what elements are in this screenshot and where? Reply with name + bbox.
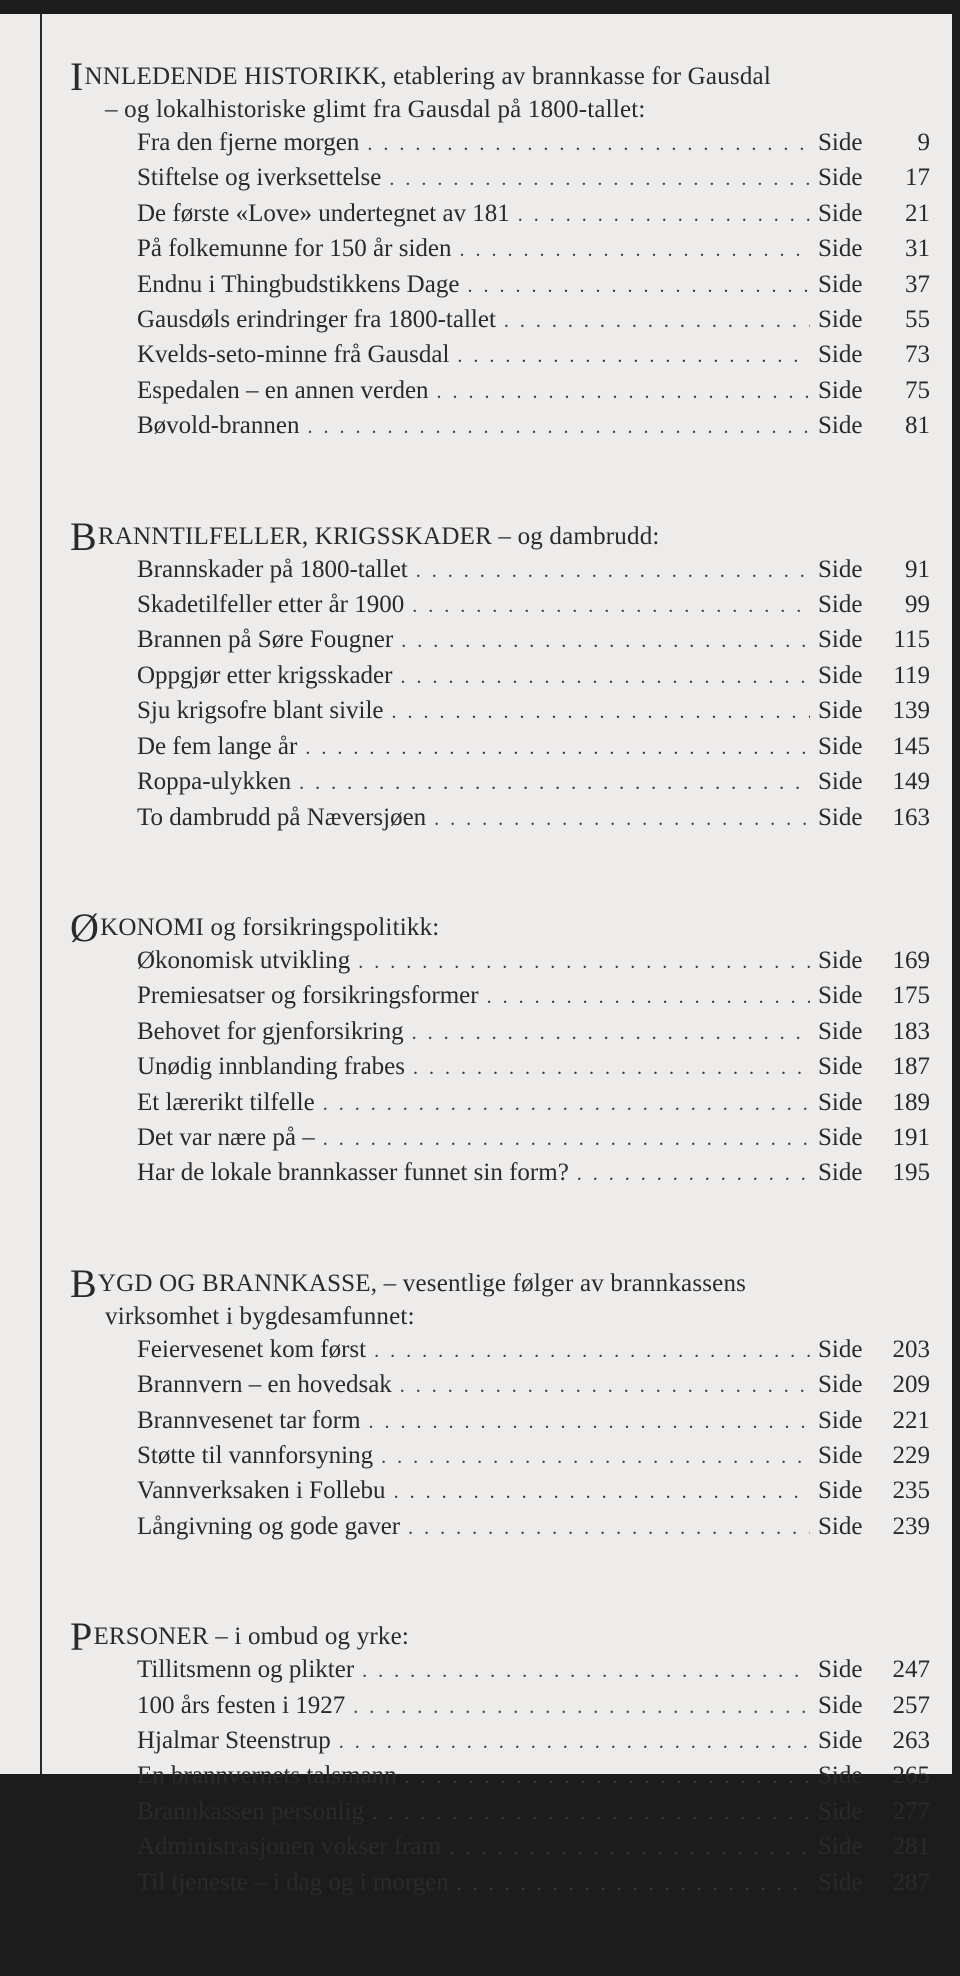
entry-title: Har de lokale brannkasser funnet sin form? — [137, 1159, 569, 1187]
document-page — [0, 14, 952, 1896]
dot-leader — [416, 555, 810, 588]
entry-title: Oppgjør etter krigsskader — [137, 661, 393, 689]
dot-leader — [323, 1123, 810, 1156]
page-number: 203 — [892, 1335, 930, 1363]
side-label: Side — [818, 697, 863, 725]
dot-leader — [367, 128, 810, 161]
page-number: 257 — [892, 1691, 930, 1719]
toc-entry — [137, 268, 930, 303]
side-label: Side — [818, 270, 863, 298]
side-label: Side — [818, 1441, 863, 1469]
entry-title: Brannvesenet tar form — [137, 1406, 361, 1434]
toc-entry — [137, 1830, 930, 1865]
dot-leader — [518, 199, 810, 232]
margin-rule — [40, 14, 42, 1774]
side-label: Side — [818, 661, 863, 689]
side-label: Side — [818, 306, 863, 334]
toc-entry — [137, 1689, 930, 1724]
toc-entry — [137, 1086, 930, 1121]
toc-entry — [137, 374, 930, 409]
dot-leader — [374, 1335, 810, 1368]
page-number: 17 — [905, 164, 930, 192]
entry-title: Roppa-ulykken — [137, 768, 292, 796]
side-label: Side — [818, 1762, 863, 1790]
toc-section — [70, 513, 930, 836]
page-number: 9 — [917, 129, 930, 156]
side-label: Side — [818, 129, 863, 156]
side-label: Side — [818, 1797, 863, 1825]
side-label: Side — [818, 164, 863, 192]
toc-entry — [137, 801, 930, 836]
toc-entry — [137, 232, 930, 267]
page-number: 221 — [892, 1406, 930, 1434]
toc-entry — [137, 694, 930, 729]
drop-initial: B — [70, 1260, 97, 1306]
entry-title: De fem lange år — [137, 732, 298, 760]
entry-list — [70, 1653, 930, 1901]
entry-title: Skadetilfeller etter år 1900 — [137, 591, 405, 619]
toc-entry — [137, 1759, 930, 1794]
toc-entry — [137, 588, 930, 623]
page-number: 239 — [892, 1512, 930, 1540]
entry-title: På folkemunne for 150 år siden — [137, 235, 452, 263]
entry-title: Hjalmar Steenstrup — [137, 1727, 331, 1754]
side-label: Side — [818, 555, 863, 583]
dot-leader — [504, 305, 810, 338]
dot-leader — [577, 1158, 810, 1191]
side-label: Side — [818, 412, 863, 440]
drop-initial: P — [70, 1614, 93, 1660]
toc-entry — [137, 126, 930, 161]
dot-leader — [449, 1832, 810, 1865]
entry-title: Brannen på Søre Fougner — [137, 626, 394, 654]
toc-entry — [137, 1368, 930, 1403]
entry-list — [70, 553, 930, 836]
page-number: 55 — [905, 306, 930, 334]
toc-entry — [137, 197, 930, 232]
page-number: 73 — [905, 341, 930, 369]
entry-title: Brannvern – en hovedsak — [137, 1371, 392, 1399]
side-label: Side — [818, 1833, 863, 1861]
side-label: Side — [818, 1406, 863, 1434]
page-number: 277 — [892, 1797, 930, 1825]
side-label: Side — [818, 341, 863, 369]
dot-leader — [353, 1691, 810, 1724]
page-number: 91 — [905, 555, 930, 583]
dot-leader — [362, 1655, 810, 1688]
dot-leader — [381, 1441, 810, 1474]
toc-entry — [137, 1474, 930, 1509]
toc-entry — [137, 1050, 930, 1085]
toc-section — [70, 54, 930, 445]
dot-leader — [401, 625, 810, 658]
page-number: 145 — [892, 732, 930, 760]
toc-entry — [137, 1653, 930, 1688]
dot-leader — [434, 803, 810, 836]
entry-list — [70, 1333, 930, 1545]
heading-text: YGD OG BRANNKASSE, – vesentlige følger av brannkassens — [97, 1269, 747, 1297]
entry-title: Stiftelse og iverksettelse — [137, 164, 382, 192]
heading-text: KONOMI og forsikringspolitikk: — [100, 913, 440, 941]
page-number: 139 — [892, 697, 930, 725]
entry-title: De første «Love» undertegnet av 181 — [137, 199, 510, 227]
side-label: Side — [818, 732, 863, 760]
side-label: Side — [818, 1123, 863, 1151]
toc-section — [70, 1260, 930, 1545]
toc-entry — [137, 765, 930, 800]
toc-entry — [137, 1510, 930, 1545]
dot-leader — [437, 376, 810, 409]
drop-initial: B — [70, 513, 97, 559]
dot-leader — [339, 1726, 810, 1759]
page-number: 163 — [892, 803, 930, 831]
page-number: 99 — [905, 591, 930, 619]
entry-title: Sju krigsofre blant sivile — [137, 697, 384, 725]
dot-leader — [372, 1797, 810, 1830]
dot-leader — [400, 661, 810, 694]
entry-title: Et lærerikt tilfelle — [137, 1088, 315, 1116]
heading-text: NNLEDENDE HISTORIKK, etablering av brannkasse for Gausdal — [84, 63, 771, 90]
toc-entry — [137, 1015, 930, 1050]
side-label: Side — [818, 1053, 863, 1081]
dot-leader — [394, 1476, 810, 1509]
entry-title: Feiervesenet kom først — [137, 1335, 367, 1363]
toc-entry — [137, 1121, 930, 1156]
page-number: 265 — [892, 1762, 930, 1790]
section-heading — [70, 1260, 930, 1333]
side-label: Side — [818, 803, 863, 831]
page-number: 81 — [905, 412, 930, 440]
side-label: Side — [818, 626, 863, 654]
side-label: Side — [818, 982, 863, 1010]
side-label: Side — [818, 1477, 863, 1505]
side-label: Side — [818, 235, 863, 263]
entry-title: Behovet for gjenforsikring — [137, 1017, 404, 1045]
page-number: 175 — [892, 982, 930, 1010]
toc-section — [70, 1614, 930, 1901]
dot-leader — [323, 1088, 810, 1121]
entry-title: Espedalen – en annen verden — [137, 376, 429, 404]
side-label: Side — [818, 1512, 863, 1540]
entry-title: Endnu i Thingbudstikkens Dage — [137, 270, 460, 298]
side-label: Side — [818, 1335, 863, 1363]
section-heading — [70, 54, 930, 126]
page-number: 189 — [892, 1088, 930, 1116]
drop-initial: I — [70, 54, 84, 99]
entry-title: To dambrudd på Næversjøen — [137, 803, 427, 831]
side-label: Side — [818, 1159, 863, 1187]
toc-entry — [137, 979, 930, 1014]
page-number: 229 — [892, 1441, 930, 1469]
page-number: 21 — [905, 199, 930, 227]
side-label: Side — [818, 1088, 863, 1116]
toc-section — [70, 904, 930, 1192]
toc-entry — [137, 409, 930, 444]
heading-continuation: – og lokalhistoriske glimt fra Gausdal på 1800-tallet: — [105, 96, 646, 123]
page-number: 115 — [893, 626, 930, 654]
page-number: 209 — [892, 1371, 930, 1399]
entry-list — [70, 944, 930, 1192]
entry-title: Brannskader på 1800-tallet — [137, 555, 408, 583]
dot-leader — [392, 696, 811, 729]
toc-entry — [137, 553, 930, 588]
toc-entry — [137, 1439, 930, 1474]
side-label: Side — [818, 591, 863, 619]
entry-title: Tillitsmenn og plikter — [137, 1656, 355, 1684]
drop-initial: Ø — [70, 904, 100, 950]
toc-entry — [137, 1866, 930, 1901]
entry-title: En brannvernets talsmann — [137, 1762, 397, 1790]
page-number: 195 — [892, 1159, 930, 1187]
page-number: 187 — [892, 1053, 930, 1081]
dot-leader — [487, 981, 810, 1014]
page-number: 183 — [892, 1017, 930, 1045]
side-label: Side — [818, 1371, 863, 1399]
entry-title: Vannverksaken i Follebu — [137, 1477, 386, 1505]
heading-text: RANNTILFELLER, KRIGSSKADER – og dambrudd: — [97, 522, 660, 550]
entry-title: Bøvold-brannen — [137, 412, 300, 440]
dot-leader — [299, 767, 810, 800]
dot-leader — [457, 340, 810, 373]
toc-entry — [137, 1156, 930, 1191]
page-number: 191 — [892, 1123, 930, 1151]
entry-title: Gausdøls erindringer fra 1800-tallet — [137, 306, 496, 334]
entry-title: Det var nære på – — [137, 1123, 315, 1151]
toc-entry — [137, 303, 930, 338]
page-number: 119 — [893, 661, 930, 689]
page-number: 37 — [905, 270, 930, 298]
page-number: 263 — [892, 1727, 930, 1754]
entry-title: Administrasjonen vokser fram — [137, 1833, 442, 1861]
page-number: 149 — [892, 768, 930, 796]
page-number: 281 — [892, 1833, 930, 1861]
dot-leader — [408, 1512, 810, 1545]
heading-continuation: virksomhet i bygdesamfunnet: — [105, 1302, 415, 1330]
entry-title: 100 års festen i 1927 — [137, 1691, 346, 1719]
table-of-contents — [70, 54, 930, 1976]
dot-leader — [400, 1370, 810, 1403]
page-number: 235 — [892, 1477, 930, 1505]
dot-leader — [358, 946, 810, 979]
toc-entry — [137, 730, 930, 765]
entry-title: Kvelds-seto-minne frå Gausdal — [137, 341, 450, 369]
page-number: 75 — [905, 376, 930, 404]
section-heading — [70, 904, 930, 950]
dot-leader — [405, 1761, 810, 1794]
page-number: 31 — [905, 235, 930, 263]
section-heading — [70, 1614, 930, 1660]
side-label: Side — [818, 1017, 863, 1045]
side-label: Side — [818, 199, 863, 227]
entry-list — [70, 126, 930, 445]
entry-title: Økonomisk utvikling — [137, 946, 351, 974]
side-label: Side — [818, 1691, 863, 1719]
page-number: 287 — [892, 1868, 930, 1896]
toc-entry — [137, 1404, 930, 1439]
dot-leader — [412, 1017, 810, 1050]
dot-leader — [467, 270, 810, 303]
section-heading — [70, 513, 930, 559]
side-label: Side — [818, 768, 863, 796]
entry-title: Långivning og gode gaver — [137, 1512, 401, 1540]
toc-entry — [137, 1724, 930, 1759]
side-label: Side — [818, 946, 863, 974]
entry-title: Støtte til vannforsyning — [137, 1441, 374, 1469]
toc-entry — [137, 1333, 930, 1368]
entry-title: Brannkassen personlig — [137, 1797, 365, 1825]
side-label: Side — [818, 1656, 863, 1684]
heading-text: ERSONER – i ombud og yrke: — [93, 1623, 410, 1651]
side-label: Side — [818, 376, 863, 404]
dot-leader — [305, 732, 810, 765]
toc-entry — [137, 338, 930, 373]
toc-entry — [137, 1795, 930, 1830]
dot-leader — [369, 1406, 810, 1439]
entry-title: Unødig innblanding frabes — [137, 1053, 406, 1081]
toc-entry — [137, 659, 930, 694]
page-number: 169 — [892, 946, 930, 974]
toc-entry — [137, 623, 930, 658]
toc-entry — [137, 944, 930, 979]
dot-leader — [389, 163, 810, 196]
dot-leader — [307, 411, 810, 444]
dot-leader — [460, 234, 810, 267]
entry-title: Til tjeneste – i dag og i morgen — [137, 1868, 449, 1896]
entry-title: Fra den fjerne morgen — [137, 129, 360, 156]
dot-leader — [413, 1052, 810, 1085]
dot-leader — [457, 1868, 810, 1901]
dot-leader — [412, 590, 810, 623]
side-label: Side — [818, 1868, 863, 1896]
entry-title: Premiesatser og forsikringsformer — [137, 982, 479, 1010]
side-label: Side — [818, 1727, 863, 1754]
page-number: 247 — [892, 1656, 930, 1684]
toc-entry — [137, 161, 930, 196]
